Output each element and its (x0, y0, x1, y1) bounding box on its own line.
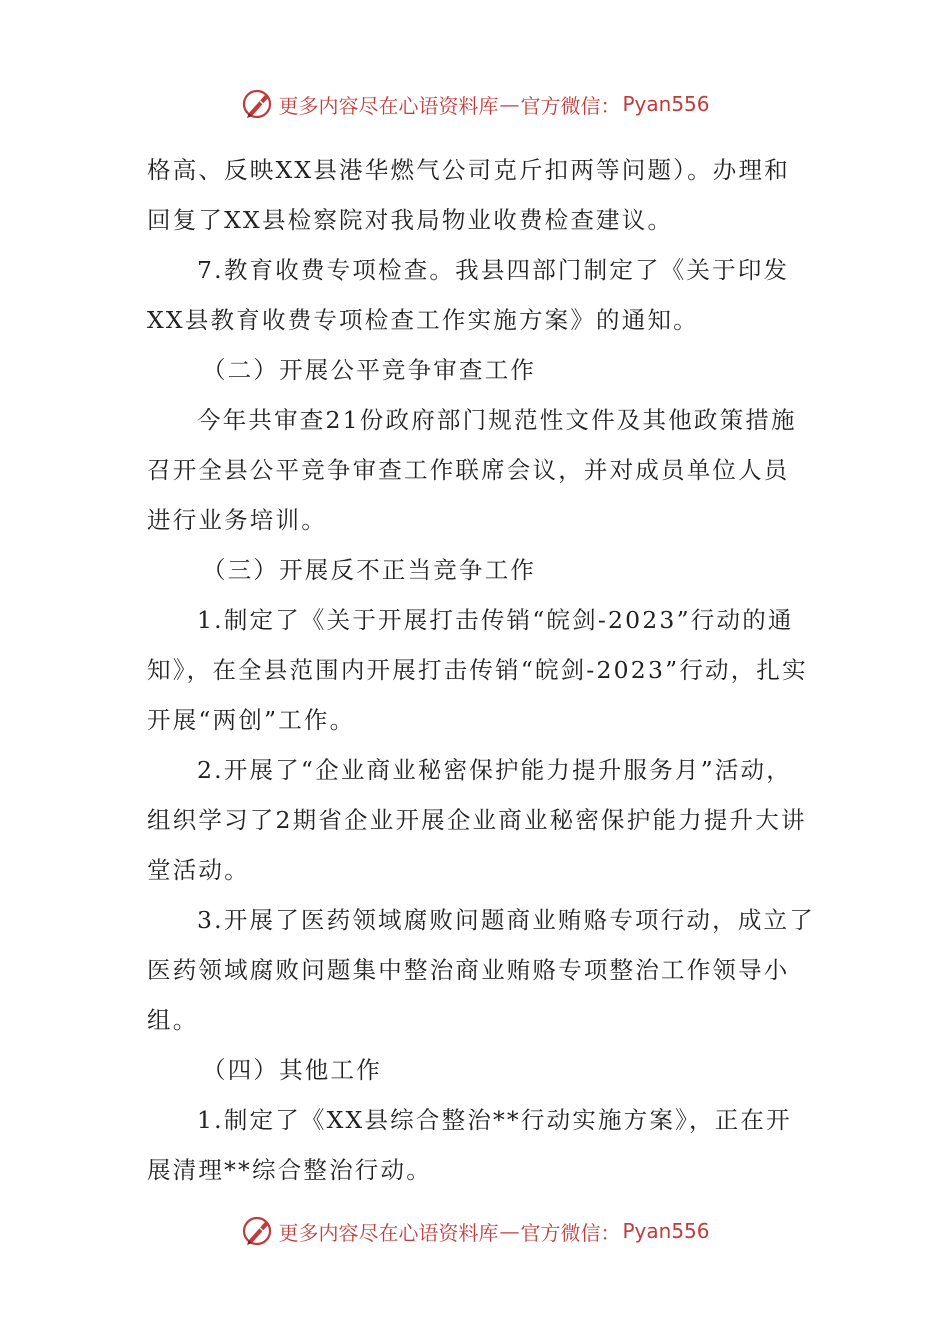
body-line: 格高、反映XX县港华燃气公司克斤扣两等问题）。办理和 (147, 156, 790, 184)
body-line: 堂活动。 (147, 856, 250, 884)
watermark-wechat-id: Pyan556 (622, 1219, 710, 1243)
section-heading: （二）开展公平竞争审查工作 (202, 356, 537, 384)
body-line: 3.开展了医药领域腐败问题商业贿赂专项行动，成立了 (197, 906, 815, 934)
body-line: 1.制定了《XX县综合整治**行动实施方案》，正在开 (197, 1106, 792, 1134)
document-body (147, 145, 815, 1195)
body-line: 开展“两创”工作。 (147, 706, 356, 734)
footer-watermark (0, 1211, 950, 1251)
watermark-dash: — (499, 92, 520, 116)
body-line: 回复了XX县检察院对我局物业收费检查建议。 (147, 206, 674, 234)
pen-logo-icon (240, 87, 274, 121)
body-line: 医药领域腐败问题集中整治商业贿赂专项整治工作领导小 (147, 956, 790, 984)
body-line: 7.教育收费专项检查。我县四部门制定了《关于印发 (197, 256, 790, 284)
body-line: 1.制定了《关于开展打击传销“皖剑-2023”行动的通 (197, 606, 794, 634)
watermark-official-text: 官方微信： (520, 1220, 621, 1245)
body-line: 进行业务培训。 (147, 506, 327, 534)
body-line: 展清理**综合整治行动。 (147, 1156, 432, 1184)
section-heading: （四）其他工作 (202, 1056, 382, 1084)
watermark-library-text: 更多内容尽在心语资料库 (278, 1220, 499, 1245)
pen-logo-icon (240, 1214, 274, 1248)
body-line: 今年共审查21份政府部门规范性文件及其他政策措施 (197, 406, 797, 434)
watermark-official-text: 官方微信： (520, 93, 621, 118)
body-line: 组。 (147, 1006, 199, 1034)
body-line: 组织学习了2期省企业开展企业商业秘密保护能力提升大讲 (147, 806, 807, 834)
body-line: 知》，在全县范围内开展打击传销“皖剑-2023”行动，扎实 (147, 656, 808, 684)
body-line: XX县教育收费专项检查工作实施方案》的通知。 (147, 306, 699, 334)
body-line: 召开全县公平竞争审查工作联席会议，并对成员单位人员 (147, 456, 790, 484)
watermark-dash: — (499, 1219, 520, 1243)
watermark-wechat-id: Pyan556 (622, 92, 710, 116)
header-watermark (0, 84, 950, 124)
section-heading: （三）开展反不正当竞争工作 (202, 556, 537, 584)
watermark-library-text: 更多内容尽在心语资料库 (278, 93, 499, 118)
body-line: 2.开展了“企业商业秘密保护能力提升服务月”活动， (197, 756, 792, 784)
